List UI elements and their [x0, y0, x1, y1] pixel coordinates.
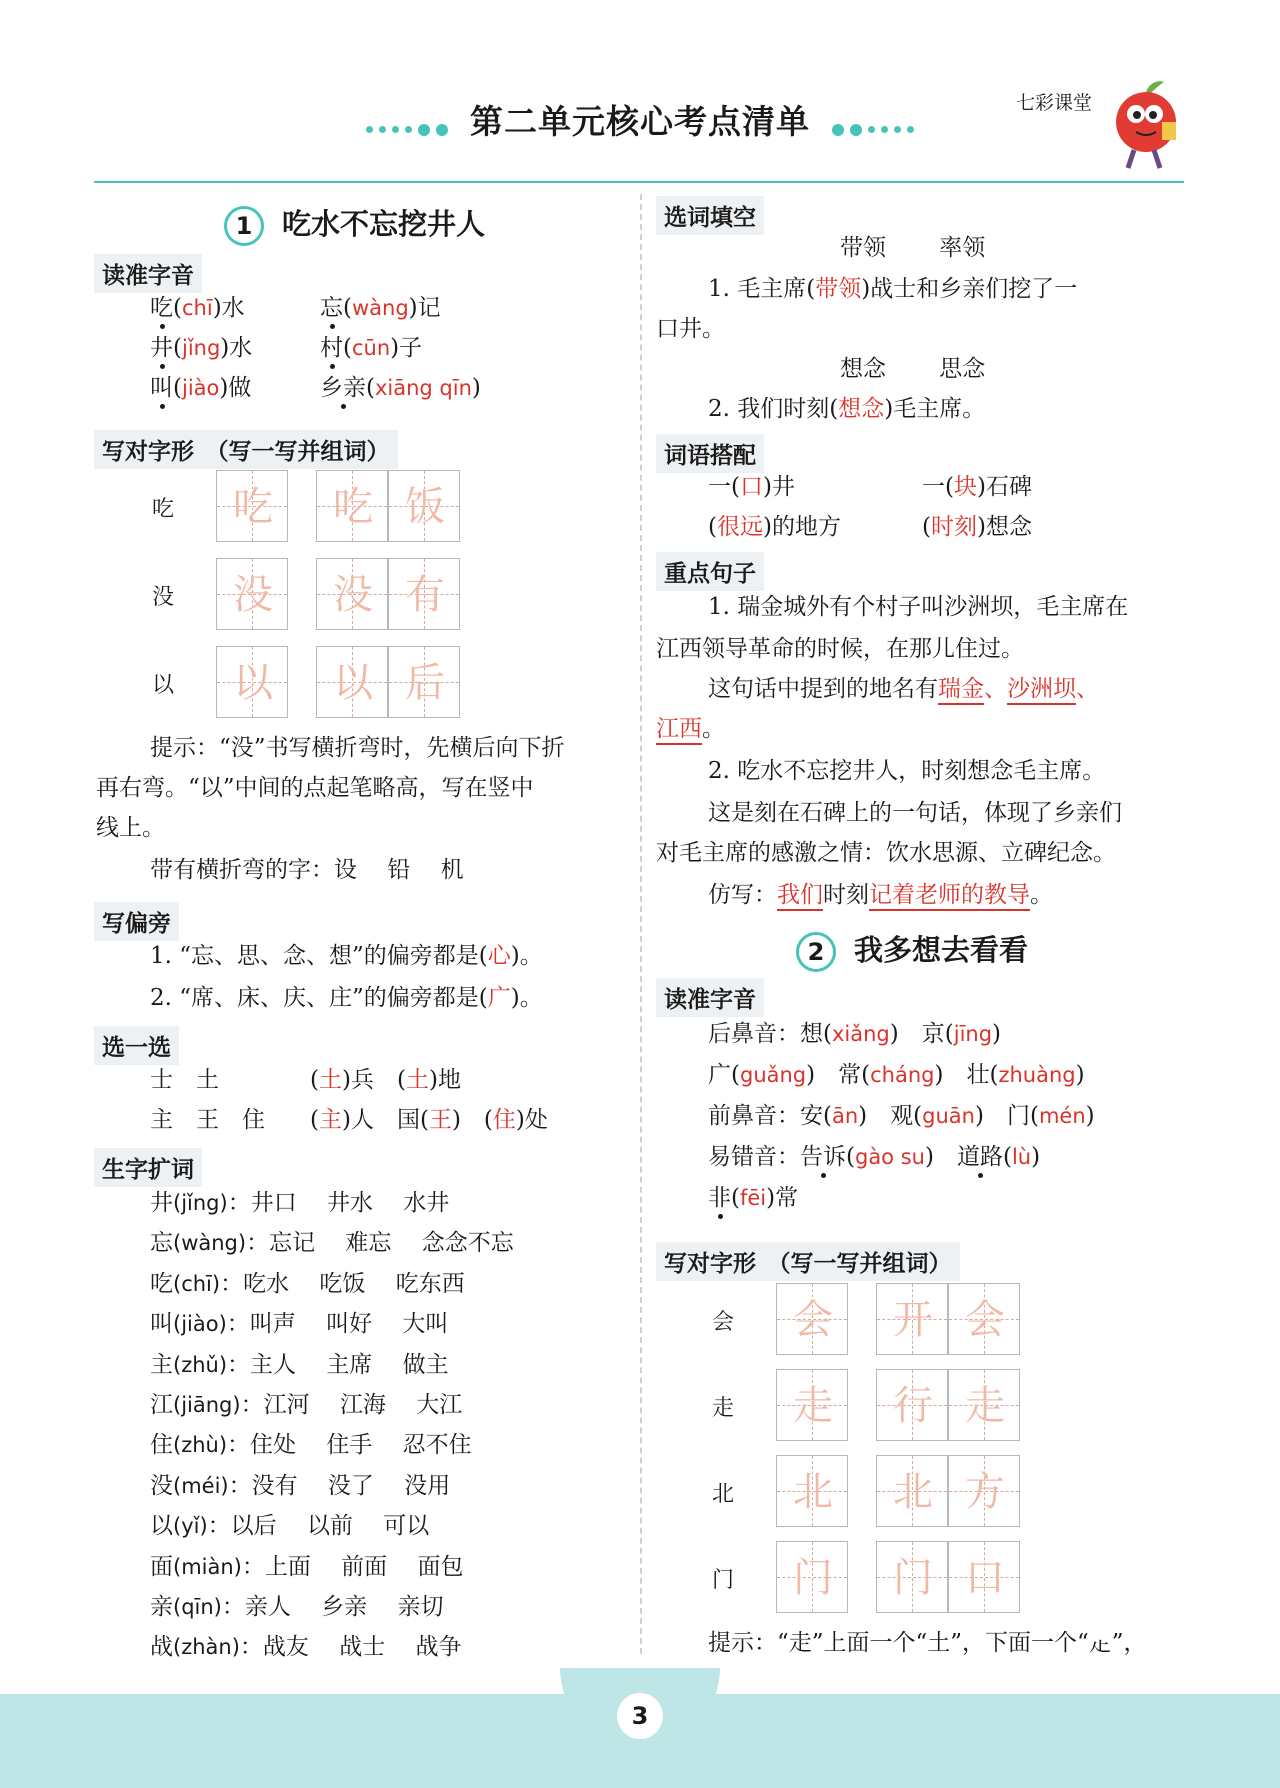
r-key-s1c: 这句话中提到的地名有瑞金、沙洲坝、 [708, 676, 1099, 704]
practice-character: 走 [965, 1383, 1005, 1429]
lesson1-number: 1 [224, 206, 264, 246]
grid-row-label: 会 [712, 1310, 735, 1335]
l1-choose-row1: 士 土 [150, 1067, 219, 1093]
expand-item: 吃(chī)：吃水 吃饭 吃东西 [150, 1270, 465, 1297]
grid-row-label: 以 [152, 673, 175, 698]
r-match-d: (时刻)想念 [922, 514, 1032, 540]
l2-writing-head: 写对字形 （写一写并组词） [656, 1242, 960, 1281]
single-char-box [216, 470, 288, 542]
l1-reading-item: 村(cūn)子 [320, 335, 423, 361]
grid-row-label: 门 [712, 1568, 735, 1593]
practice-character: 没 [233, 572, 273, 618]
word-char-box [388, 558, 460, 630]
l1-choose-row2-answers: (主)人 国(王) (住)处 [310, 1107, 548, 1133]
left-dots-decoration [363, 119, 451, 138]
column-divider [640, 194, 642, 1654]
word-char-box [316, 558, 388, 630]
r-match-c: (很远)的地方 [708, 514, 841, 540]
lesson2-heading [796, 928, 1028, 972]
practice-character: 以 [333, 660, 373, 706]
l2-easy-wrong-2: 非(fēi)常 [708, 1185, 799, 1211]
r-match-b: 一(块)石碑 [922, 474, 1032, 500]
practice-character: 会 [965, 1297, 1005, 1343]
word-char-box [876, 1369, 948, 1441]
practice-character: 方 [965, 1469, 1005, 1515]
right-dots-decoration [829, 119, 917, 138]
l1-radical-q1: 1. “忘、思、念、想”的偏旁都是(心)。 [150, 943, 543, 969]
practice-character: 饭 [405, 484, 445, 530]
practice-character: 行 [893, 1383, 933, 1429]
r-key-s2c: 对毛主席的感激之情：饮水思源、立碑纪念。 [656, 840, 1116, 866]
l1-hzw-line: 带有横折弯的字：设 铅 机 [150, 857, 464, 883]
word-char-box [948, 1455, 1020, 1527]
practice-character: 北 [893, 1469, 933, 1515]
r-fill-q1-cont: 口井。 [656, 316, 725, 342]
single-char-box [776, 1369, 848, 1441]
lesson2-number: 2 [796, 932, 836, 972]
r-fill-head: 选词填空 [656, 196, 764, 235]
l1-writing-head: 写对字形 （写一写并组词） [94, 430, 398, 469]
grid-row-label: 没 [152, 585, 175, 610]
practice-character: 口 [965, 1555, 1005, 1601]
l1-choose-head: 选一选 [94, 1026, 179, 1065]
practice-character: 会 [793, 1297, 833, 1343]
l1-radical-q2: 2. “席、床、庆、庄”的偏旁都是(广)。 [150, 985, 543, 1011]
grid-row-label: 北 [712, 1482, 735, 1507]
apple-mascot-icon [1106, 78, 1184, 172]
word-char-box [316, 470, 388, 542]
lesson1-heading [224, 202, 485, 246]
expand-item: 亲(qīn)：亲人 乡亲 亲切 [150, 1594, 444, 1620]
r-fill-options1: 带领 率领 [840, 235, 986, 261]
practice-character: 门 [893, 1555, 933, 1601]
word-char-box [876, 1541, 948, 1613]
single-char-box [776, 1283, 848, 1355]
l1-reading-item: 乡亲(xiāng qīn) [320, 375, 481, 401]
expand-item: 井(jǐng)：井口 井水 水井 [150, 1190, 450, 1216]
l1-reading-item: 叫(jiào)做 [150, 375, 252, 401]
l1-choose-row2: 主 王 住 [150, 1107, 265, 1133]
r-fill-q2: 2. 我们时刻(想念)毛主席。 [708, 396, 986, 422]
practice-character: 门 [793, 1555, 833, 1601]
r-key-imitation: 仿写：我们时刻记着老师的教导。 [708, 882, 1053, 910]
practice-character: 后 [405, 660, 445, 706]
expand-item: 面(miàn)：上面 前面 面包 [150, 1553, 464, 1580]
word-char-box [316, 646, 388, 718]
r-key-s2a: 2. 吃水不忘挖井人，时刻想念毛主席。 [708, 758, 1106, 784]
l1-reading-item: 吃(chī)水 [150, 295, 245, 321]
page-title: 第二单元核心考点清单 [470, 102, 810, 141]
r-fill-q1: 1. 毛主席(带领)战士和乡亲们挖了一 [708, 276, 1078, 302]
word-char-box [388, 470, 460, 542]
single-char-box [776, 1455, 848, 1527]
l2-tip: 提示：“走”上面一个“土”，下面一个“龰”， [708, 1630, 1147, 1656]
l2-front-nasal: 前鼻音：安(ān) 观(guān) 门(mén) [708, 1103, 1095, 1129]
practice-character: 没 [333, 572, 373, 618]
single-char-box [216, 558, 288, 630]
expand-item: 江(jiāng)：江河 江海 大江 [150, 1392, 463, 1418]
l2-back-nasal-2: 广(guǎng) 常(cháng) 壮(zhuàng) [708, 1062, 1085, 1088]
l1-expand-head: 生字扩词 [94, 1148, 202, 1187]
r-match-head: 词语搭配 [656, 434, 764, 473]
practice-character: 以 [233, 660, 273, 706]
l2-back-nasal: 后鼻音：想(xiǎng) 京(jīng) [708, 1021, 1002, 1047]
practice-character: 有 [405, 572, 445, 618]
word-char-box [876, 1283, 948, 1355]
lesson2-title: 我多想去看看 [854, 933, 1029, 967]
expand-item: 以(yǐ)：以后 以前 可以 [150, 1513, 430, 1540]
page-number: 3 [617, 1693, 663, 1739]
l1-reading-item: 井(jǐng)水 [150, 335, 253, 361]
r-match-a: 一(口)井 [708, 474, 795, 500]
expand-item: 没(méi)：没有 没了 没用 [150, 1472, 451, 1499]
expand-item: 忘(wàng)：忘记 难忘 念念不忘 [150, 1230, 514, 1257]
l1-radical-head: 写偏旁 [94, 902, 179, 941]
header-rule [94, 181, 1184, 183]
r-key-s1b: 江西领导革命的时候，在那儿住过。 [656, 636, 1024, 662]
word-char-box [876, 1455, 948, 1527]
expand-item: 叫(jiào)：叫声 叫好 大叫 [150, 1311, 449, 1338]
r-key-head: 重点句子 [656, 552, 764, 591]
r-fill-options2: 想念 思念 [840, 356, 986, 382]
l1-tip-line3: 线上。 [96, 815, 165, 841]
l1-reading-head: 读准字音 [94, 254, 202, 293]
r-key-s2b: 这是刻在石碑上的一句话，体现了乡亲们 [708, 800, 1122, 826]
word-char-box [948, 1541, 1020, 1613]
practice-character: 吃 [233, 484, 273, 530]
single-char-box [216, 646, 288, 718]
r-key-s1a: 1. 瑞金城外有个村子叫沙洲坝，毛主席在 [708, 594, 1129, 620]
word-char-box [388, 646, 460, 718]
practice-character: 吃 [333, 484, 373, 530]
l1-tip-line2: 再右弯。“以”中间的点起笔略高，写在竖中 [96, 775, 534, 801]
brand-label: 七彩课堂 [1016, 92, 1093, 114]
word-char-box [948, 1369, 1020, 1441]
r-key-s1d: 江西。 [656, 716, 725, 744]
l1-reading-item: 忘(wàng)记 [320, 295, 441, 321]
l2-reading-head: 读准字音 [656, 978, 764, 1017]
grid-row-label: 走 [712, 1396, 735, 1421]
l1-tip-line1: 提示：“没”书写横折弯时，先横后向下折 [150, 735, 565, 761]
l2-easy-wrong: 易错音：告诉(gào su) 道路(lù) [708, 1144, 1041, 1170]
grid-row-label: 吃 [152, 497, 175, 522]
word-char-box [948, 1283, 1020, 1355]
practice-character: 开 [893, 1297, 933, 1343]
practice-character: 走 [793, 1383, 833, 1429]
expand-item: 战(zhàn)：战友 战士 战争 [150, 1634, 462, 1661]
expand-item: 主(zhǔ)：主人 主席 做主 [150, 1351, 449, 1378]
l1-choose-row1-answers: (土)兵 (土)地 [310, 1067, 461, 1093]
expand-item: 住(zhù)：住处 住手 忍不住 [150, 1432, 472, 1459]
single-char-box [776, 1541, 848, 1613]
practice-character: 北 [793, 1469, 833, 1515]
lesson1-title: 吃水不忘挖井人 [282, 207, 486, 241]
